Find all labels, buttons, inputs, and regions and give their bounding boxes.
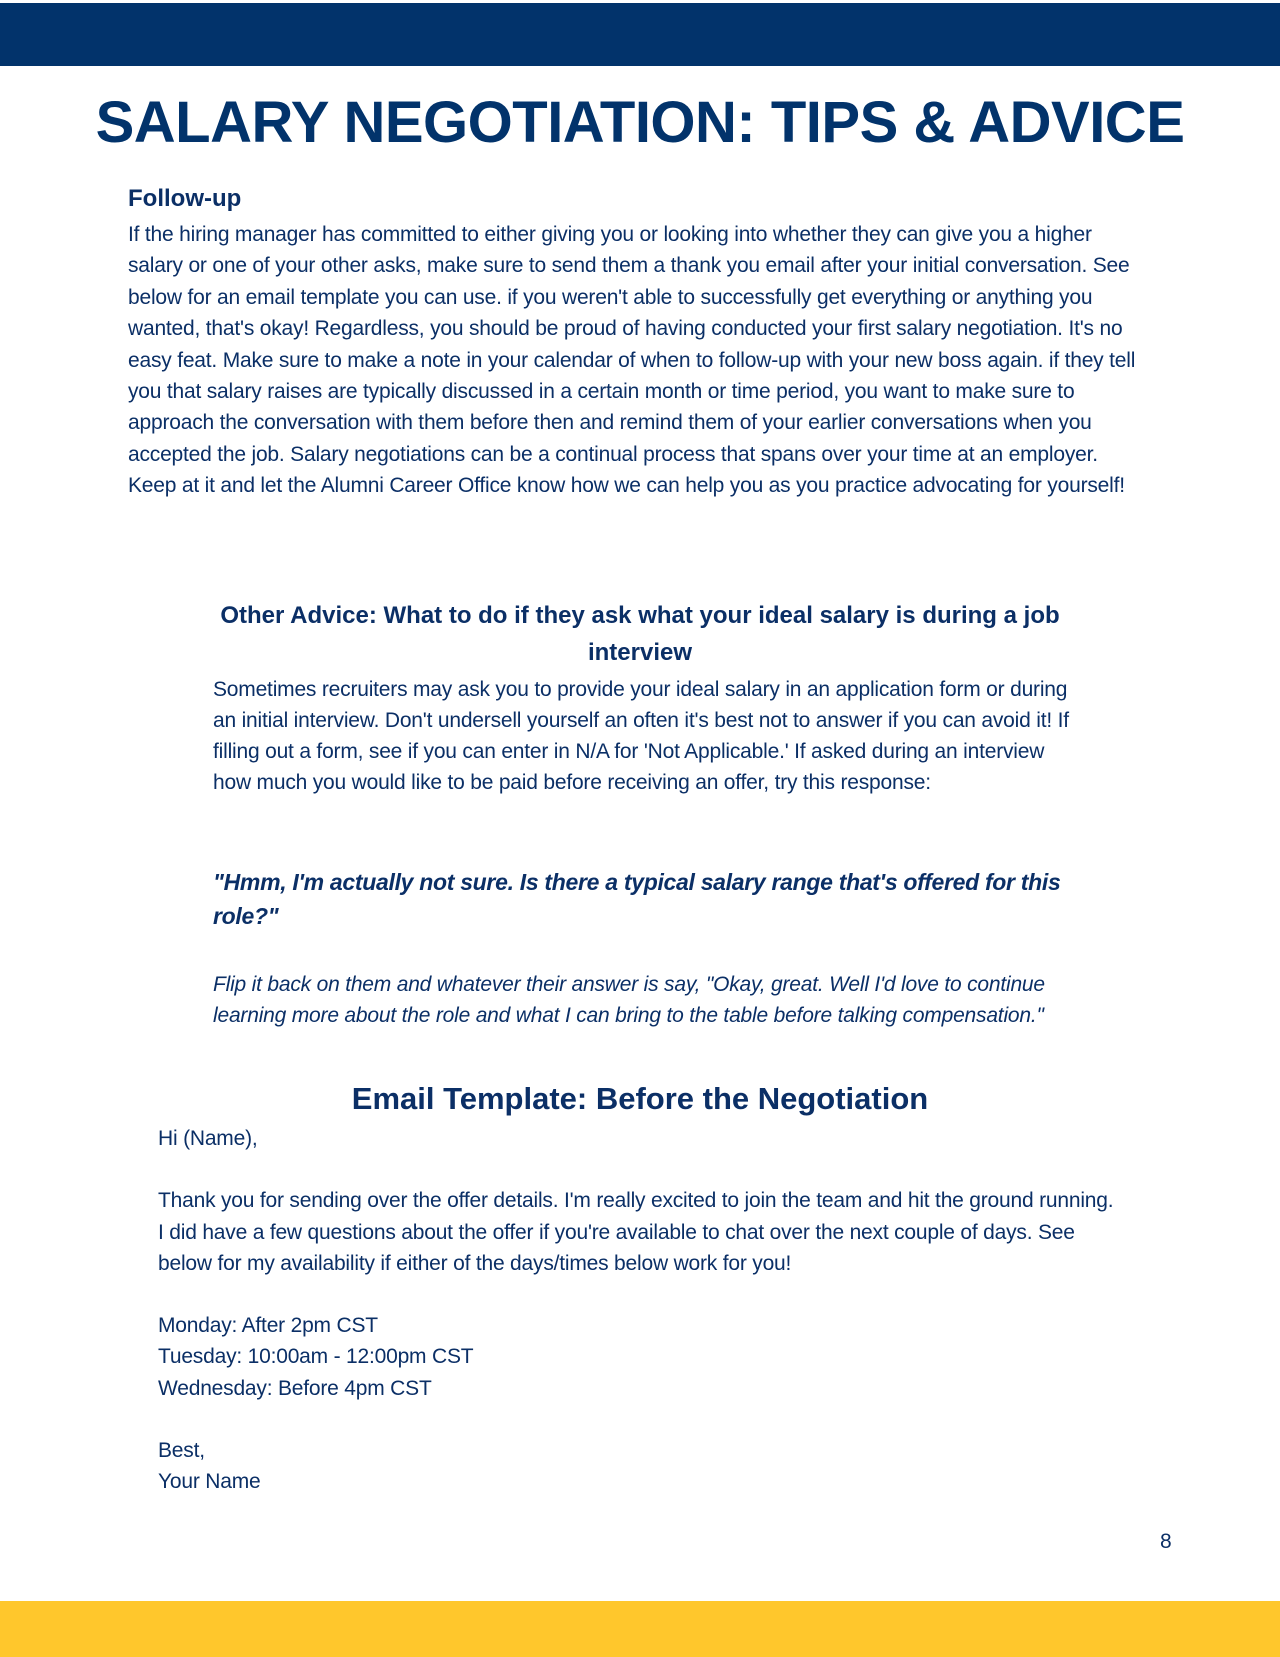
email-template-heading: Email Template: Before the Negotiation <box>351 1081 929 1116</box>
suggested-response-quote: "Hmm, I'm actually not sure. Is there a typical salary range that's offered for this role?" <box>213 869 1061 929</box>
other-advice-body: Sometimes recruiters may ask you to provide your ideal salary in an application form or during an initial interview. Don't undersell yourself an often it's best not to answer if you can avoid it! If filling out a form, see if you can enter in N/A for 'Not Applicable.' If asked during an interview how much you would like to be paid before receiving an offer, try this response: <box>213 678 1069 794</box>
email-template-body <box>158 1123 1118 1498</box>
availability-item: Monday: After 2pm CST <box>158 1314 378 1338</box>
email-sign-off: Best, <box>158 1439 205 1463</box>
page-number: 8 <box>1160 1530 1172 1553</box>
email-greeting: Hi (Name), <box>158 1127 258 1150</box>
email-paragraph: Thank you for sending over the offer details. I'm really excited to join the team and hit the ground running. I did have a few questions about the offer if you're available to chat over the next couple of days. See below for my availability if either of the days/times below work for you! <box>158 1189 1114 1275</box>
footer-band <box>0 1601 1280 1657</box>
other-advice-note: Flip it back on them and whatever their answer is say, "Okay, great. Well I'd love to continue learning more about the role and what I can bring to the table before talking compensation." <box>213 973 1045 1027</box>
follow-up-body: If the hiring manager has committed to either giving you or looking into whether they can give you a higher salary or one of your other asks, make sure to send them a thank you email after your initial conversation. See below for an email template you can use. if you weren't able to successfully get everything or anything you wanted, that's okay! Regardless, you should be proud of having conducted your first salary negotiation. It's no easy feat. Make sure to make a note in your calendar of when to follow-up with your new boss again. if they tell you that salary raises are typically discussed in a certain month or time period, you want to make sure to approach the conversation with them before then and remind them of your earlier conversations when you accepted the job. Salary negotiations can be a continual process that spans over your time at an employer. Keep at it and let the Alumni Career Office know how we can help you as you practice advocating for yourself! <box>128 223 1136 498</box>
header-band <box>0 3 1280 66</box>
page-title: SALARY NEGOTIATION: TIPS & ADVICE <box>95 90 1185 155</box>
follow-up-heading: Follow-up <box>128 185 242 212</box>
availability-item: Tuesday: 10:00am - 12:00pm CST <box>158 1345 474 1369</box>
availability-item: Wednesday: Before 4pm CST <box>158 1376 432 1400</box>
email-signature: Your Name <box>158 1470 261 1494</box>
other-advice-heading: Other Advice: What to do if they ask what your ideal salary is during a job interview <box>220 602 1060 666</box>
